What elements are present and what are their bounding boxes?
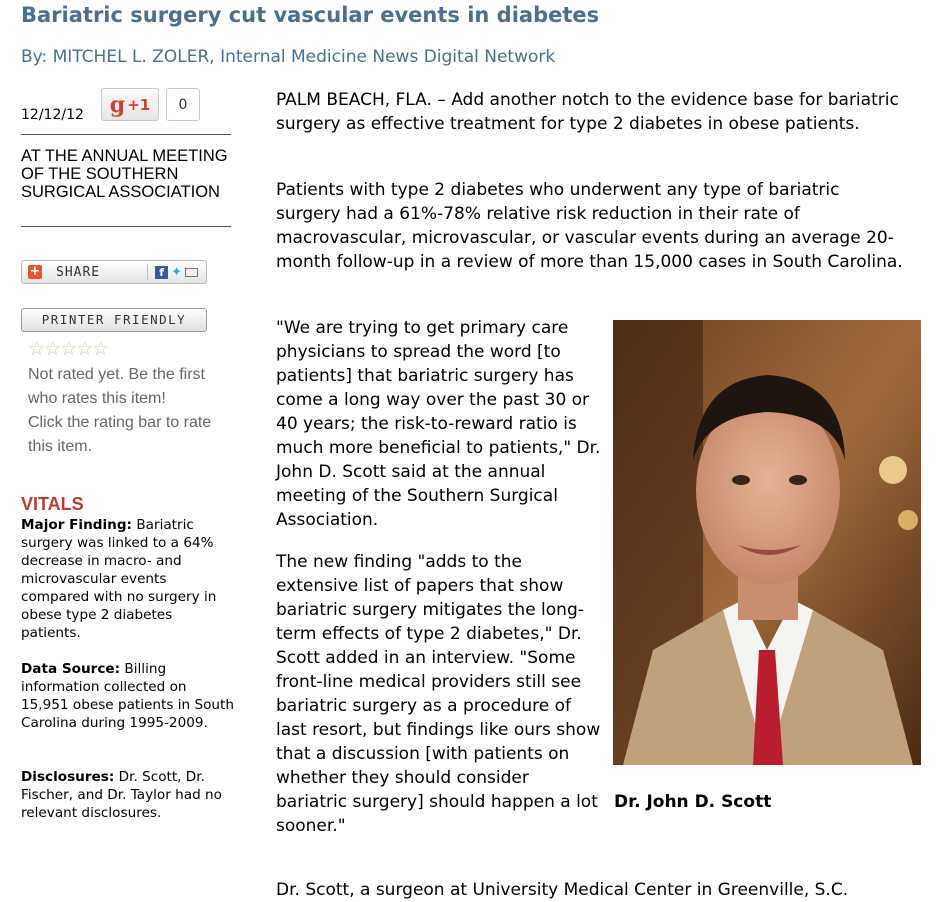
paragraph: Patients with type 2 diabetes who underwent any type of bariatric surgery had a 61%-78% relative risk reduction in their rate of macrovascular, microvascular, or vascular events during an average 20-month follow-up in a review of more than 15,000 cases in South Carolina. [276,180,903,272]
publish-date: 12/12/12 [21,107,84,123]
rating-status-text: Not rated yet. Be the first who rates this item! [28,366,205,407]
portrait-photo [613,320,921,765]
share-button[interactable] [21,260,207,284]
vitals-heading: VITALS [21,494,84,514]
byline: By: MITCHEL L. ZOLER, Internal Medicine News Digital Network [21,47,556,67]
rating-bar[interactable]: ☆☆☆☆☆ [28,338,109,360]
rating-status [28,363,233,459]
data-source-text: Billing information collected on 15,951 obese patients in South Carolina during 1995-2009. [21,661,234,731]
google-plus-count: 0 [166,88,200,121]
major-finding-text: Bariatric surgery was linked to a 64% decrease in macro- and microvascular events compared with no surgery in obese type 2 diabetes patients. [21,517,217,641]
disclosures-text: Dr. Scott, Dr. Fischer, and Dr. Taylor had no relevant disclosures. [21,769,222,821]
divider [21,134,231,135]
disclosures-label: Disclosures: [21,769,115,785]
article-title: Bariatric surgery cut vascular events in diabetes [21,3,600,27]
rating-instruction-text: Click the rating bar to rate this item. [28,414,212,455]
major-finding-label: Major Finding: [21,517,132,533]
separator [147,264,148,280]
google-plus-icon: g [109,91,126,118]
paragraph: Dr. Scott, a surgeon at University Medical Center in Greenville, S.C. [276,880,849,900]
share-label: SHARE [56,264,101,280]
printer-friendly-button[interactable]: PRINTER FRIENDLY [21,308,207,332]
data-source-label: Data Source: [21,661,121,677]
data-source [21,660,236,732]
email-icon[interactable] [185,268,198,277]
meeting-label: AT THE ANNUAL MEETING OF THE SOUTHERN SURGICAL ASSOCIATION [21,147,228,201]
google-plus-label: +1 [127,95,151,114]
google-plus-button[interactable] [101,88,159,121]
divider [21,226,231,227]
photo-caption: Dr. John D. Scott [614,792,772,812]
addthis-plus-icon: + [29,264,41,279]
twitter-icon[interactable]: ✦ [171,264,182,280]
paragraph: PALM BEACH, FLA. – Add another notch to the evidence base for bariatric surgery as effective treatment for type 2 diabetes in obese patients. [276,90,899,134]
major-finding [21,516,236,642]
paragraph: The new finding "adds to the extensive list of papers that show bariatric surgery mitigates the long-term effects of type 2 diabetes," Dr. Scott added in an interview. "Some front-line medical providers still see bariatric surgery as a procedure of last resort, but findings like ours show that a discussion [with patients on whether they should consider bariatric surgery] should happen a lot sooner." [276,552,601,836]
facebook-icon[interactable]: f [155,266,168,279]
paragraph: "We are trying to get primary care physicians to spread the word [to patients] that bariatric surgery has come a long way over the past 30 or 40 years; the risk-to-reward ratio is much more beneficial to patients," Dr. John D. Scott said at the annual meeting of the Southern Surgical Association. [276,318,601,530]
disclosures [21,768,236,822]
